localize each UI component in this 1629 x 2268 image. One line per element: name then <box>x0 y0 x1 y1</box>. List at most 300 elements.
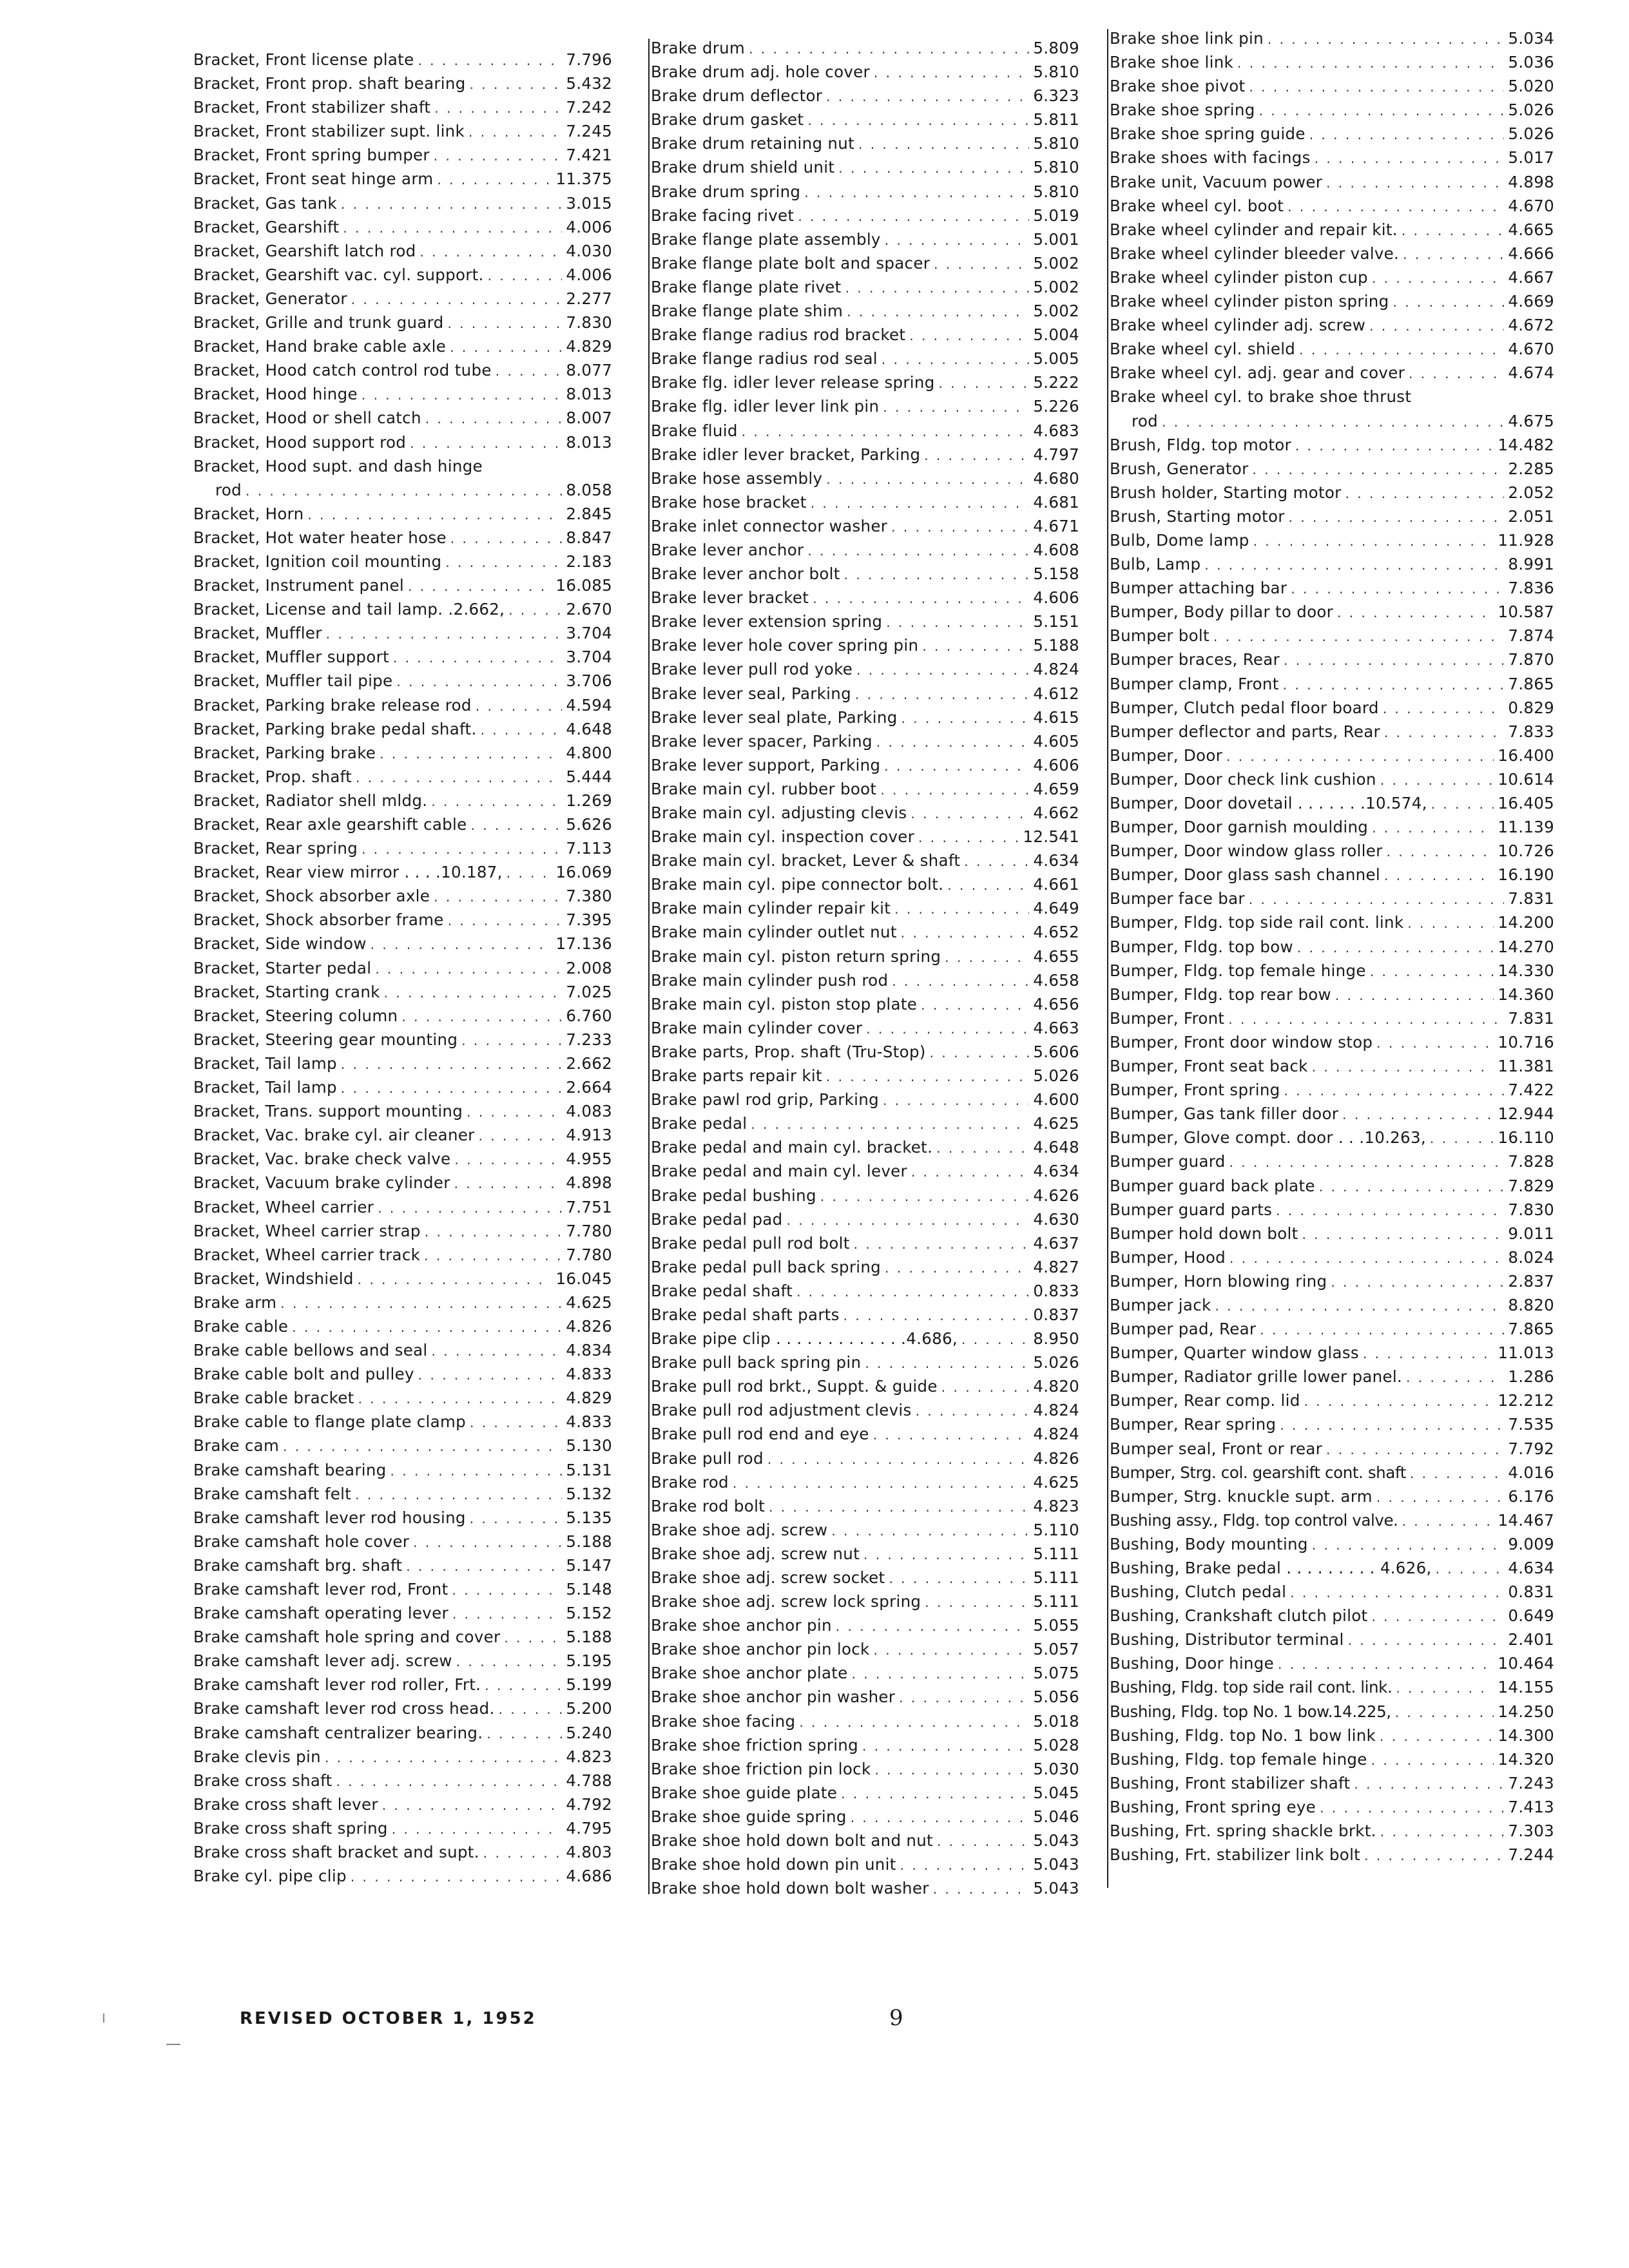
dot-leader <box>336 1774 563 1789</box>
entry-name: Brake shoe spring <box>1110 101 1255 120</box>
entry-reference: 4.016 <box>1508 1463 1554 1482</box>
index-entry <box>193 169 612 193</box>
entry-reference: 7.244 <box>1508 1845 1554 1865</box>
dot-leader <box>1309 127 1505 142</box>
entry-reference: 4.648 <box>566 719 612 738</box>
entry-name: Brush, Generator <box>1110 459 1249 478</box>
index-entry <box>651 373 1079 397</box>
dot-leader <box>1335 988 1494 1003</box>
entry-reference: 4.652 <box>1033 923 1079 942</box>
dot-leader <box>882 352 1029 367</box>
entry-name: Bumper guard back plate <box>1110 1176 1315 1195</box>
dot-leader <box>351 292 563 307</box>
entry-reference: 4.630 <box>1033 1209 1079 1229</box>
index-entry <box>1110 1559 1554 1582</box>
entry-name: Bushing, Distributor terminal <box>1110 1630 1344 1649</box>
dot-leader <box>1280 1418 1504 1433</box>
entry-name: Brake lever anchor bolt <box>651 564 840 584</box>
index-entry <box>1110 937 1554 961</box>
index-entry <box>651 39 1079 62</box>
index-entry <box>651 875 1079 899</box>
dot-leader <box>826 472 1029 487</box>
dot-leader <box>384 985 563 1001</box>
entry-name: Brake clevis pin <box>193 1747 321 1766</box>
entry-name: Brake shoe adj. screw socket <box>651 1568 885 1587</box>
entry-name: Brake pedal and main cyl. lever <box>651 1162 907 1181</box>
entry-reference: 4.667 <box>1508 267 1554 287</box>
entry-name: Bumper, Rear comp. lid <box>1110 1391 1300 1410</box>
index-entry <box>193 1771 612 1795</box>
entry-name: Brake camshaft lever rod, Front <box>193 1580 448 1599</box>
index-entry <box>193 696 612 720</box>
entry-reference: 5.240 <box>566 1723 612 1742</box>
dot-leader <box>1299 342 1504 358</box>
index-entry <box>1110 602 1554 626</box>
dot-leader <box>499 1702 563 1717</box>
dot-leader <box>886 615 1029 630</box>
index-entry <box>1110 1152 1554 1176</box>
entry-name: Bushing, Crankshaft clutch pilot <box>1110 1606 1368 1626</box>
dot-leader <box>891 519 1029 535</box>
entry-name: Brush, Starting motor <box>1110 506 1285 526</box>
index-entry <box>193 242 612 265</box>
dot-leader <box>874 1762 1029 1778</box>
entry-reference: 5.199 <box>566 1675 612 1695</box>
index-entry <box>651 1449 1079 1473</box>
entry-reference: 11.013 <box>1498 1343 1554 1363</box>
entry-name: Brake shoe anchor plate <box>651 1664 848 1683</box>
entry-name: Bushing, Door hinge <box>1110 1654 1274 1673</box>
index-entry <box>1110 292 1554 316</box>
entry-name: Bracket, Vac. brake check valve <box>193 1149 451 1169</box>
entry-name: Bracket, Vac. brake cyl. air cleaner <box>193 1126 475 1145</box>
entry-name: Brake flange plate assembly <box>651 229 881 249</box>
index-entry <box>193 528 612 552</box>
dot-leader <box>1370 964 1494 979</box>
dot-leader <box>401 1009 562 1024</box>
entry-name: Bracket, Muffler tail pipe <box>193 671 393 691</box>
dot-leader <box>742 424 1030 439</box>
entry-name: Brake cross shaft lever <box>193 1794 378 1814</box>
dot-leader <box>479 1128 563 1144</box>
entry-name: Bracket, Shock absorber axle <box>193 887 430 906</box>
entry-name: Brake shoe facing <box>651 1711 796 1731</box>
dot-leader <box>246 483 562 499</box>
entry-name: Brake pedal and main cyl. bracket. <box>651 1138 933 1157</box>
index-entry <box>1110 626 1554 650</box>
dot-leader <box>937 1834 1029 1849</box>
entry-reference: 2.662 <box>566 1053 612 1073</box>
index-entry <box>1110 1081 1554 1104</box>
index-entry <box>193 194 612 218</box>
entry-name: Brake arm <box>193 1293 277 1312</box>
entry-name: Brake lever support, Parking <box>651 755 881 774</box>
entry-reference: 5.036 <box>1508 53 1554 72</box>
dot-leader <box>431 794 562 809</box>
index-entry <box>1110 483 1554 507</box>
dot-leader <box>1287 199 1504 215</box>
entry-reference: 4.833 <box>566 1412 612 1432</box>
entry-name: Brake pull rod end and eye <box>651 1425 869 1444</box>
entry-name: Brake main cylinder push rod <box>651 970 889 990</box>
dot-leader <box>470 1415 562 1430</box>
entry-reference: 4.913 <box>566 1126 612 1145</box>
dot-leader <box>1290 1585 1504 1600</box>
entry-reference: 7.831 <box>1508 889 1554 908</box>
dot-leader <box>841 1786 1029 1802</box>
entry-name: Bracket, Front prop. shaft bearing <box>193 74 466 93</box>
entry-name: Bracket, Front spring bumper <box>193 146 430 165</box>
dot-leader <box>883 399 1029 415</box>
dot-leader <box>798 209 1029 224</box>
entry-reference: 7.865 <box>1508 1320 1554 1339</box>
entry-reference: 11.928 <box>1498 530 1554 550</box>
index-entry <box>1110 1774 1554 1798</box>
entry-reference: 7.421 <box>566 146 612 165</box>
index-entry <box>193 863 612 887</box>
entry-reference: 4.659 <box>1033 779 1079 798</box>
dot-leader <box>343 220 562 236</box>
entry-name: Bulb, Dome lamp <box>1110 530 1249 550</box>
dot-leader <box>1380 1729 1494 1744</box>
dot-leader <box>1372 271 1505 286</box>
entry-name: Bushing, Fldg. top No. 1 bow link <box>1110 1725 1376 1745</box>
dot-leader <box>378 1200 562 1216</box>
index-entry <box>193 1532 612 1556</box>
entry-reference: 7.422 <box>1508 1081 1554 1100</box>
entry-name: Bracket, Vacuum brake cylinder <box>193 1173 450 1193</box>
entry-name: Brake shoe anchor pin lock <box>651 1640 870 1659</box>
entry-name: Brake main cyl. adjusting clevis <box>651 803 907 822</box>
entry-name: Brake camshaft hole spring and cover <box>193 1628 501 1647</box>
index-entry <box>651 564 1079 588</box>
index-entry <box>651 1138 1079 1162</box>
entry-reference: 1.286 <box>1508 1367 1554 1387</box>
entry-reference: 7.865 <box>1508 674 1554 693</box>
index-entry <box>1110 1582 1554 1606</box>
index-entry <box>193 1628 612 1651</box>
dot-leader <box>1436 1561 1505 1577</box>
entry-name: Bushing, Fldg. top female hinge <box>1110 1749 1367 1769</box>
entry-reference: 7.830 <box>566 313 612 332</box>
entry-name: Brake main cyl. piston stop plate <box>651 994 918 1014</box>
index-entry <box>651 86 1079 110</box>
index-entry <box>193 983 612 1006</box>
index-entry <box>193 1365 612 1389</box>
entry-name: Brake shoe link pin <box>1110 29 1264 48</box>
entry-reference: 0.829 <box>1508 698 1554 717</box>
entry-reference: 5.195 <box>566 1651 612 1671</box>
dot-leader <box>292 1320 562 1335</box>
entry-reference: 0.831 <box>1508 1582 1554 1602</box>
entry-name: Bumper, Clutch pedal floor board <box>1110 698 1379 717</box>
entry-name: Brake wheel cylinder bleeder valve. <box>1110 244 1400 263</box>
entry-reference: 7.828 <box>1508 1152 1554 1171</box>
entry-name: Brake lever bracket <box>651 588 809 608</box>
index-entry <box>1110 1224 1554 1248</box>
entry-reference: 16.069 <box>555 863 612 882</box>
dot-leader <box>807 113 1029 128</box>
entry-reference: 5.148 <box>566 1580 612 1599</box>
entry-name: Bracket, Hood support rod <box>193 432 407 452</box>
index-entry <box>1110 77 1554 101</box>
index-entry <box>193 1699 612 1723</box>
entry-reference: 4.800 <box>566 743 612 762</box>
entry-name: Brake drum shield unit <box>651 158 835 177</box>
entry-reference: 5.151 <box>1033 612 1079 631</box>
entry-reference: 4.634 <box>1033 851 1079 870</box>
entry-name: Bumper, Front spring <box>1110 1081 1280 1100</box>
entry-reference: 5.222 <box>1033 373 1079 392</box>
index-entry <box>651 1186 1079 1210</box>
entry-name: Brake lever extension spring <box>651 612 883 631</box>
entry-name: Brake cyl. pipe clip <box>193 1867 347 1886</box>
dot-leader <box>858 137 1029 152</box>
entry-reference: 3.015 <box>566 193 612 213</box>
entry-reference: 5.045 <box>1033 1783 1079 1802</box>
index-entry <box>1110 1511 1554 1535</box>
dot-leader <box>799 1715 1029 1730</box>
entry-name: Brake idler lever bracket, Parking <box>651 445 921 464</box>
dot-leader <box>506 865 552 881</box>
dot-leader <box>866 1021 1029 1037</box>
entry-reference: 4.674 <box>1508 363 1554 383</box>
index-entry <box>1110 197 1554 220</box>
dot-leader <box>900 1858 1030 1873</box>
dot-leader <box>880 782 1029 798</box>
dot-leader <box>922 639 1029 654</box>
index-entry <box>651 1831 1079 1855</box>
index-column-2 <box>651 39 1079 1903</box>
dot-leader <box>470 77 563 92</box>
entry-reference: 4.671 <box>1033 516 1079 535</box>
dot-leader <box>1371 1609 1504 1624</box>
entry-name: Bushing, Body mounting <box>1110 1534 1308 1553</box>
entry-name: Bumper face bar <box>1110 889 1245 908</box>
index-entry <box>193 1412 612 1436</box>
entry-name: Brake lever seal, Parking <box>651 684 851 703</box>
dot-leader <box>863 1547 1029 1562</box>
entry-name: Brake wheel cyl. adj. gear and cover <box>1110 363 1405 383</box>
entry-name: Bracket, Front seat hinge arm <box>193 169 434 189</box>
dot-leader <box>885 233 1030 248</box>
entry-name: Brake camshaft lever rod roller, Frt. <box>193 1675 481 1695</box>
index-entry <box>1110 579 1554 602</box>
dot-leader <box>393 650 563 666</box>
entry-name: Brake inlet connector washer <box>651 516 888 535</box>
index-entry <box>1110 985 1554 1009</box>
entry-name: Bracket, Radiator shell mldg. <box>193 791 428 810</box>
entry-name: Brake parts repair kit <box>651 1066 822 1086</box>
index-entry <box>193 50 612 74</box>
index-entry <box>1110 1750 1554 1774</box>
entry-name: Bracket, Gas tank <box>193 193 337 213</box>
entry-reference: 14.300 <box>1498 1725 1554 1745</box>
entry-reference: 4.824 <box>1033 1425 1079 1444</box>
entry-name: Bracket, Grille and trunk guard <box>193 313 444 332</box>
entry-name: Brake pawl rod grip, Parking <box>651 1090 879 1110</box>
entry-reference: 7.113 <box>566 839 612 858</box>
dot-leader <box>749 41 1029 57</box>
index-entry <box>193 744 612 767</box>
entry-name: Bracket, Ignition coil mounting <box>193 552 442 571</box>
entry-reference: 10.614 <box>1498 769 1554 789</box>
entry-reference: 4.006 <box>566 265 612 284</box>
entry-reference: 4.898 <box>566 1173 612 1193</box>
dot-leader <box>947 878 1029 893</box>
index-entry <box>651 1521 1079 1544</box>
dot-leader <box>1284 1083 1505 1099</box>
dot-leader <box>1326 175 1504 191</box>
entry-name: Brake shoe pivot <box>1110 77 1246 96</box>
index-entry <box>651 1114 1079 1138</box>
entry-name: Bumper braces, Rear <box>1110 650 1280 669</box>
entry-reference: 4.608 <box>1033 540 1079 559</box>
dot-leader <box>1363 1346 1494 1361</box>
dot-leader <box>470 1511 563 1526</box>
entry-reference: 4.680 <box>1033 468 1079 488</box>
dot-leader <box>892 974 1029 989</box>
dot-leader <box>1259 103 1505 119</box>
entry-reference: 4.826 <box>566 1316 612 1336</box>
entry-name: Bracket, License and tail lamp. .2.662, <box>193 600 505 619</box>
dot-leader <box>382 1798 563 1813</box>
entry-name: Brake pedal pad <box>651 1209 783 1229</box>
entry-name: Bracket, Prop. shaft <box>193 767 352 786</box>
index-entry <box>193 1317 612 1341</box>
entry-reference: 4.824 <box>1033 1401 1079 1420</box>
index-entry <box>651 134 1079 158</box>
index-entry <box>193 1436 612 1460</box>
entry-name: Bumper, Door window glass roller <box>1110 841 1383 861</box>
entry-name: Bumper, Door check link cushion <box>1110 769 1376 789</box>
index-entry <box>193 1461 612 1485</box>
dot-leader <box>804 185 1029 200</box>
entry-name: Brake wheel cyl. to brake shoe thrust <box>1110 387 1412 407</box>
entry-name: Bracket, Parking brake <box>193 743 376 762</box>
dot-leader <box>437 172 552 187</box>
dot-leader <box>874 65 1029 81</box>
dot-leader <box>1331 1274 1504 1290</box>
entry-reference: 4.675 <box>1508 411 1554 430</box>
entry-reference: 5.111 <box>1033 1568 1079 1587</box>
entry-reference: 5.018 <box>1033 1711 1079 1731</box>
entry-name: Brake shoe friction pin lock <box>651 1759 871 1778</box>
entry-name: Bushing, Fldg. top No. 1 bow.14.225, <box>1110 1702 1391 1721</box>
dot-leader <box>796 1284 1029 1300</box>
entry-reference: 4.030 <box>566 241 612 260</box>
index-entry <box>651 206 1079 230</box>
index-entry <box>1110 53 1554 77</box>
index-entry <box>1110 1415 1554 1439</box>
index-entry <box>193 576 612 600</box>
index-entry <box>1110 1821 1554 1845</box>
entry-reference: 5.002 <box>1033 277 1079 296</box>
entry-name: Bracket, Front stabilizer shaft <box>193 98 431 117</box>
dot-leader <box>845 280 1030 296</box>
dot-leader <box>481 722 563 738</box>
index-entry <box>651 1234 1079 1258</box>
entry-name: Brake camshaft lever rod housing <box>193 1508 466 1527</box>
index-entry <box>651 684 1079 708</box>
index-entry <box>193 1293 612 1317</box>
index-entry <box>651 899 1079 923</box>
index-entry <box>651 325 1079 349</box>
dot-leader <box>1384 868 1494 883</box>
dot-leader <box>851 1810 1030 1825</box>
entry-reference: 2.285 <box>1508 459 1554 478</box>
index-entry <box>1110 220 1554 244</box>
entry-reference: 4.829 <box>566 337 612 356</box>
dot-leader <box>1319 1179 1505 1195</box>
dot-leader <box>883 1093 1029 1108</box>
index-entry <box>651 517 1079 541</box>
index-entry <box>651 947 1079 971</box>
dot-leader <box>930 1045 1030 1061</box>
entry-reference: 4.829 <box>566 1389 612 1408</box>
entry-name: Bracket, Hood or shell catch <box>193 408 421 428</box>
entry-reference: 7.380 <box>566 887 612 906</box>
entry-reference: 5.043 <box>1033 1879 1079 1898</box>
index-entry <box>1110 1248 1554 1272</box>
entry-reference: 7.830 <box>1508 1200 1554 1219</box>
index-entry <box>651 803 1079 827</box>
scan-speck <box>103 2013 104 2023</box>
dot-leader <box>1249 892 1505 907</box>
index-entry <box>193 1173 612 1197</box>
entry-name: Bumper, Strg. col. gearshift cont. shaft <box>1110 1463 1406 1482</box>
entry-reference: 10.716 <box>1498 1032 1554 1052</box>
entry-name: Brake camshaft brg. shaft <box>193 1555 403 1575</box>
entry-reference: 4.625 <box>566 1293 612 1312</box>
index-entry <box>651 1162 1079 1186</box>
entry-name: Brake lever spacer, Parking <box>651 731 872 751</box>
index-entry <box>193 1604 612 1628</box>
entry-name: Bumper, Radiator grille lower panel. <box>1110 1367 1403 1387</box>
index-entry <box>1110 1487 1554 1511</box>
entry-reference: 4.649 <box>1033 899 1079 918</box>
entry-name: Brake pull rod brkt., Suppt. & guide <box>651 1377 938 1396</box>
entry-reference: 5.432 <box>566 74 612 93</box>
dot-leader <box>418 53 562 68</box>
entry-reference: 6.323 <box>1033 86 1079 106</box>
index-entry <box>1110 841 1554 865</box>
entry-name: Brake cross shaft spring <box>193 1818 388 1838</box>
index-entry <box>1110 650 1554 674</box>
dot-leader <box>1345 486 1505 501</box>
entry-reference: 5.020 <box>1508 77 1554 96</box>
dot-leader <box>1380 773 1494 788</box>
index-entry <box>1110 531 1554 555</box>
dot-leader <box>375 961 562 977</box>
dot-leader <box>450 531 563 546</box>
entry-reference: 5.226 <box>1033 397 1079 416</box>
dot-leader <box>865 1356 1029 1371</box>
entry-name: Brake rod bolt <box>651 1496 766 1515</box>
entry-reference: 5.046 <box>1033 1807 1079 1826</box>
index-entry <box>193 1795 612 1819</box>
index-entry <box>193 1222 612 1245</box>
dot-leader <box>811 495 1030 511</box>
index-entry <box>651 1736 1079 1760</box>
entry-reference: 14.320 <box>1498 1749 1554 1769</box>
dot-leader <box>1407 916 1494 931</box>
entry-name: Bumper, Glove compt. door . . .10.263, <box>1110 1128 1426 1148</box>
entry-reference: 6.176 <box>1508 1486 1554 1506</box>
entry-reference: 8.024 <box>1508 1247 1554 1267</box>
entry-name: Brake drum <box>651 39 746 57</box>
entry-reference: 4.795 <box>566 1818 612 1838</box>
